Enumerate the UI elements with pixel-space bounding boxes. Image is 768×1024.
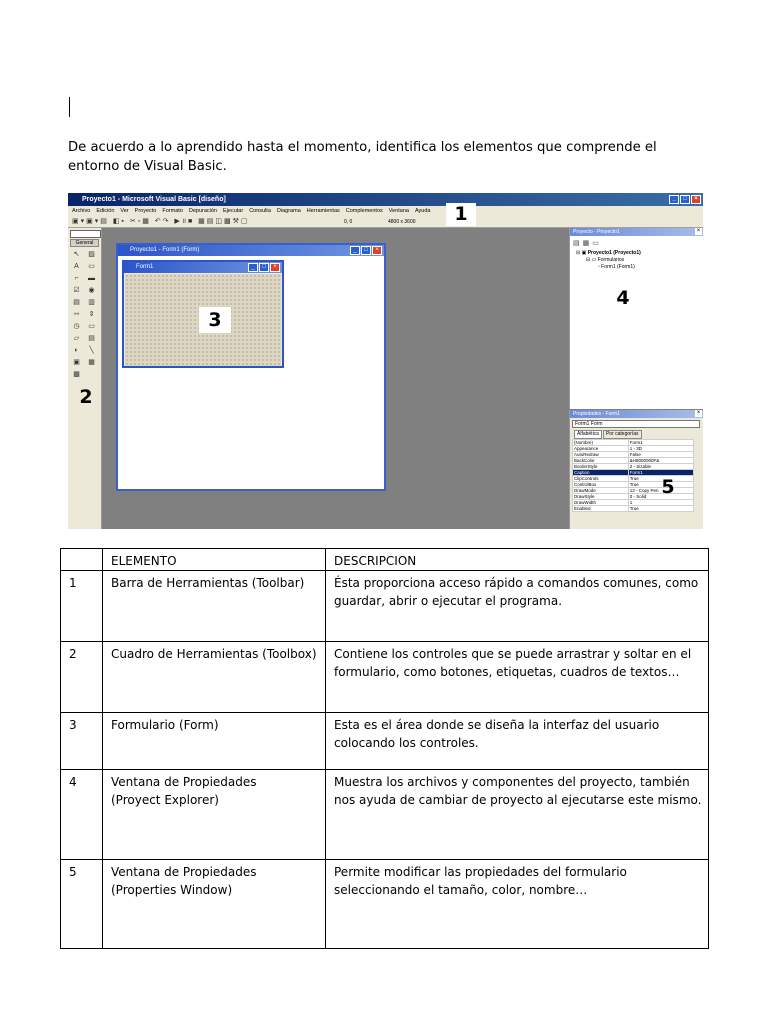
- property-value: False: [628, 452, 693, 458]
- dirlist-tool-icon: ▱: [73, 335, 80, 342]
- ide-window-title: Proyecto1 - Microsoft Visual Basic [diseño]: [82, 196, 226, 203]
- properties-tabs: [574, 430, 642, 439]
- menu-diagrama: Diagrama: [276, 208, 301, 214]
- frame-tool-icon: ⌐: [74, 275, 79, 282]
- property-value: True: [628, 506, 693, 512]
- form-designer-title: Proyecto1 - Form1 (Form): [118, 245, 384, 256]
- property-value: 1 - 3D: [628, 446, 693, 452]
- property-row: [573, 506, 694, 512]
- instruction-paragraph: De acuerdo a lo aprendido hasta el momento, identifica los elementos que comprende el entorno de Visual Basic.: [68, 140, 657, 174]
- property-value: Form1: [628, 440, 693, 446]
- table-header-row: [61, 549, 709, 571]
- row-elemento: Cuadro de Herramientas (Toolbox): [103, 642, 326, 713]
- toolbox-panel: [68, 228, 102, 529]
- data-tool-icon: ▦: [88, 359, 95, 366]
- property-value: Form1: [628, 470, 693, 476]
- table-row: [61, 713, 709, 770]
- property-value: True: [628, 476, 693, 482]
- property-name: AutoRedraw: [573, 452, 629, 458]
- menu-formato: Formato: [162, 208, 183, 214]
- menu-edicion: Edición: [96, 208, 115, 214]
- table-row: [61, 571, 709, 642]
- property-name: Enabled: [573, 506, 629, 512]
- checkbox-tool-icon: ☑: [73, 287, 80, 294]
- ide-menu-bar: [68, 206, 703, 216]
- table-row: [61, 770, 709, 860]
- menu-herramientas: Herramientas: [306, 208, 340, 214]
- menu-proyecto: Proyecto: [134, 208, 157, 214]
- row-elemento: Ventana de Propiedades (Proyect Explorer): [103, 770, 326, 860]
- project-tree: [576, 250, 641, 271]
- menu-ver: Ver: [120, 208, 129, 214]
- designer-close-icon: ×: [372, 246, 382, 255]
- row-descripcion: Ésta proporciona acceso rápido a comandos comunes, como guardar, abrir o ejecutar el programa.: [326, 571, 709, 642]
- project-explorer-title: Proyecto - Proyecto1: [570, 228, 703, 236]
- drivelist-tool-icon: ▭: [88, 323, 95, 330]
- vscroll-tool-icon: ⇕: [88, 311, 95, 318]
- vb-ide-screenshot: [68, 193, 703, 529]
- toolbox-header: [70, 230, 101, 238]
- tab-alfabetica: Alfabética: [574, 430, 602, 439]
- property-name: DrawWidth: [573, 500, 629, 506]
- ide-toolbar: [68, 216, 703, 228]
- table-row: [61, 642, 709, 713]
- elements-table: [60, 548, 709, 949]
- label-tool-icon: A: [74, 263, 79, 270]
- image-tool-icon: ▣: [73, 359, 80, 366]
- menu-consulta: Consulta: [249, 208, 271, 214]
- header-number: [61, 549, 103, 571]
- combobox-tool-icon: ▤: [73, 299, 80, 306]
- project-explorer-toolbar: ▤▦▭: [573, 240, 602, 247]
- form1-minimize-icon: _: [248, 263, 258, 272]
- callout-4: 4: [608, 287, 638, 310]
- row-number: 2: [61, 642, 103, 713]
- row-descripcion: Muestra los archivos y componentes del proyecto, también nos ayuda de cambiar de proyecto al ejecutarse este mismo.: [326, 770, 709, 860]
- shape-tool-icon: ◐: [74, 347, 79, 354]
- toolbox-general-tab: General: [70, 239, 99, 247]
- property-name: Caption: [573, 470, 629, 476]
- maximize-icon: □: [680, 195, 690, 204]
- designer-minimize-icon: _: [350, 246, 360, 255]
- properties-title: Propiedades - Form1: [570, 410, 703, 418]
- property-name: (Nombre): [573, 440, 629, 446]
- property-value: True: [628, 482, 693, 488]
- picturebox-tool-icon: ▨: [88, 251, 95, 258]
- toolbar-position-readout: 0, 0: [344, 219, 353, 225]
- filelist-tool-icon: ▤: [88, 335, 95, 342]
- menu-complementos: Complementos: [345, 208, 383, 214]
- callout-5: 5: [661, 476, 675, 498]
- minimize-icon: _: [669, 195, 679, 204]
- callout-3: 3: [199, 307, 231, 333]
- commandbutton-tool-icon: ▬: [88, 275, 95, 282]
- form1-close-icon: ×: [270, 263, 280, 272]
- property-name: DrawMode: [573, 488, 629, 494]
- properties-object-combo: Form1 Form: [572, 420, 700, 428]
- tree-item-forms: ⊟ ▭ Formularios: [586, 257, 625, 263]
- tree-item-form1: ▫ Form1 (Form1): [598, 264, 635, 270]
- row-descripcion: Permite modificar las propiedades del formulario seleccionando el tamaño, color, nombre…: [326, 860, 709, 949]
- menu-archivo: Archivo: [72, 208, 91, 214]
- toolbox-tools: [71, 250, 99, 379]
- menu-ayuda: Ayuda: [414, 208, 431, 214]
- tab-por-categorias: Por categorías: [603, 430, 642, 439]
- property-value: &H8000000F&: [628, 458, 693, 464]
- row-descripcion: Contiene los controles que se puede arrastrar y soltar en el formulario, como botones, etiquetas, cuadros de textos…: [326, 642, 709, 713]
- textbox-tool-icon: ▭: [88, 263, 95, 270]
- properties-grid: [572, 439, 694, 512]
- form-designer-window: [116, 243, 386, 491]
- hscroll-tool-icon: ⇿: [73, 311, 80, 318]
- property-name: Appearance: [573, 446, 629, 452]
- close-icon: ×: [691, 195, 701, 204]
- designer-area: [102, 228, 569, 529]
- toolbar-size-readout: 4800 x 3600: [388, 219, 416, 225]
- callout-1: 1: [446, 203, 476, 226]
- row-descripcion: Esta es el área donde se diseña la interfaz del usuario colocando los controles.: [326, 713, 709, 770]
- property-name: ControlBox: [573, 482, 629, 488]
- property-value: 0 - Solid: [628, 494, 693, 500]
- properties-pane: [569, 410, 703, 529]
- timer-tool-icon: ◷: [73, 323, 80, 330]
- property-value: 2 - Sizable: [628, 464, 693, 470]
- ide-title-bar: [68, 193, 703, 206]
- project-explorer-pane: [569, 228, 703, 409]
- menu-ejecutar: Ejecutar: [223, 208, 244, 214]
- form1-title: Form1: [124, 262, 282, 273]
- row-number: 3: [61, 713, 103, 770]
- project-explorer-close-icon: ×: [696, 228, 701, 234]
- row-elemento: Barra de Herramientas (Toolbar): [103, 571, 326, 642]
- row-number: 5: [61, 860, 103, 949]
- listbox-tool-icon: ▥: [88, 299, 95, 306]
- property-name: BackColor: [573, 458, 629, 464]
- row-number: 4: [61, 770, 103, 860]
- pointer-tool-icon: ↖: [73, 251, 80, 258]
- toolbar-icons: ▣▾▣▾▤ ◧▪ ✂▫▦ ↶↷ ▶॥■ ▦▤◫▩⚒▢: [72, 218, 250, 225]
- table-row: [61, 860, 709, 949]
- menu-ventana: Ventana: [388, 208, 409, 214]
- row-elemento: Formulario (Form): [103, 713, 326, 770]
- property-name: ClipControls: [573, 476, 629, 482]
- property-value: 1: [628, 500, 693, 506]
- row-number: 1: [61, 571, 103, 642]
- header-elemento: ELEMENTO: [103, 549, 326, 571]
- row-elemento: Ventana de Propiedades (Properties Window): [103, 860, 326, 949]
- form1-maximize-icon: □: [259, 263, 269, 272]
- menu-depuracion: Depuración: [188, 208, 217, 214]
- ole-tool-icon: ▩: [73, 371, 80, 378]
- designer-maximize-icon: □: [361, 246, 371, 255]
- header-descripcion: DESCRIPCION: [326, 549, 709, 571]
- property-name: BorderStyle: [573, 464, 629, 470]
- text-cursor: [69, 97, 70, 117]
- property-name: DrawStyle: [573, 494, 629, 500]
- callout-2: 2: [72, 386, 100, 409]
- optionbutton-tool-icon: ◉: [88, 287, 95, 294]
- properties-close-icon: ×: [696, 410, 701, 416]
- line-tool-icon: ╲: [89, 347, 94, 354]
- property-value: 13 - Copy Pen: [628, 488, 693, 494]
- tree-item-project: ⊟ ▣ Proyecto1 (Proyecto1): [576, 250, 641, 256]
